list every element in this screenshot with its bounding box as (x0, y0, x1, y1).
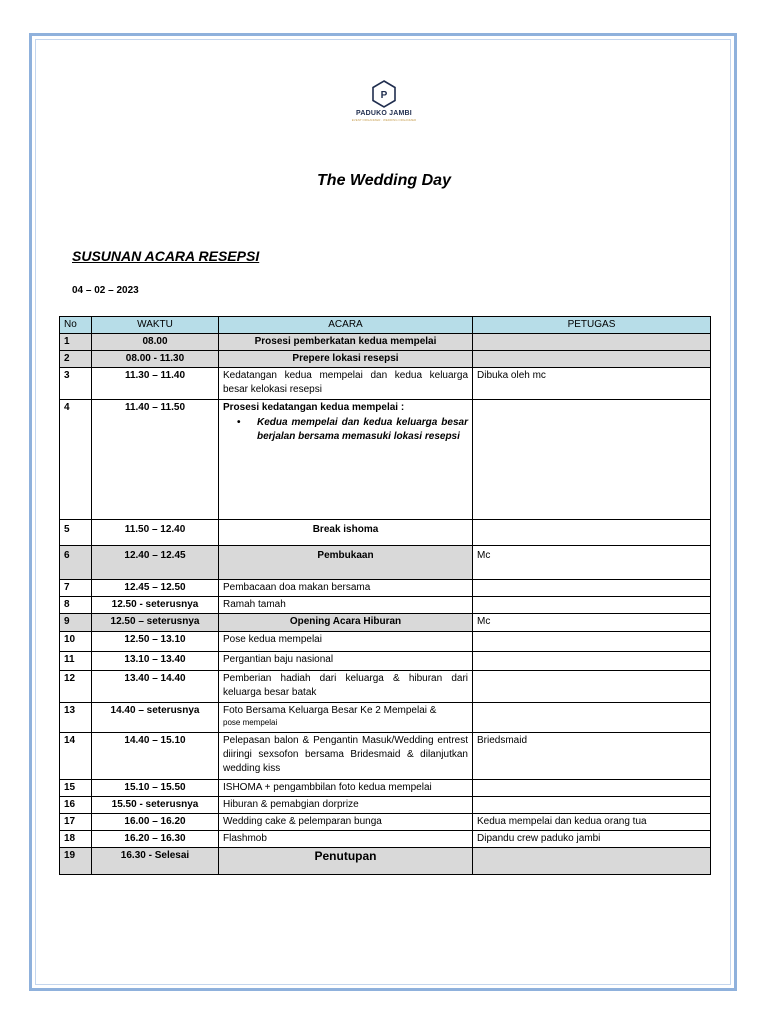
row-pet (473, 780, 711, 797)
row-act: Hiburan & pemabgian dorprize (219, 797, 473, 814)
table-header-row (60, 317, 711, 334)
row-time: 08.00 - 11.30 (92, 351, 219, 368)
header-pet: PETUGAS (473, 317, 711, 334)
row-act: Ramah tamah (219, 597, 473, 614)
row-no: 13 (60, 703, 92, 733)
logo-letter: P (380, 90, 388, 101)
row-act: Pergantian baju nasional (219, 652, 473, 671)
row-pet: Dipandu crew paduko jambi (473, 831, 711, 848)
row-time: 14.40 – 15.10 (92, 733, 219, 780)
row-pet (473, 848, 711, 875)
table-row (60, 368, 711, 400)
row-act: Opening Acara Hiburan (219, 614, 473, 632)
row-act: Break ishoma (219, 520, 473, 546)
row-time: 12.40 – 12.45 (92, 546, 219, 580)
row-act: Prepere lokasi resepsi (219, 351, 473, 368)
row-no: 10 (60, 632, 92, 652)
row-time: 12.50 – 13.10 (92, 632, 219, 652)
table-row (60, 632, 711, 652)
row-act: Prosesi pemberkatan kedua mempelai (219, 334, 473, 351)
document-title: The Wedding Day (317, 172, 451, 189)
row-time: 11.50 – 12.40 (92, 520, 219, 546)
table-row (60, 780, 711, 797)
row-no: 18 (60, 831, 92, 848)
row-no: 15 (60, 780, 92, 797)
row-act: Foto Bersama Keluarga Besar Ke 2 Mempelai & (223, 705, 437, 716)
row-no: 8 (60, 597, 92, 614)
row-no: 11 (60, 652, 92, 671)
row-no: 9 (60, 614, 92, 632)
table-row (60, 814, 711, 831)
row-pet (473, 652, 711, 671)
row-act: Pembacaan doa makan bersama (219, 580, 473, 597)
row-time: 16.00 – 16.20 (92, 814, 219, 831)
row-time: 12.50 – seterusnya (92, 614, 219, 632)
table-row (60, 580, 711, 597)
row-act: Penutupan (219, 848, 473, 875)
table-row (60, 400, 711, 520)
row-time: 16.30 - Selesai (92, 848, 219, 875)
table-row (60, 703, 711, 733)
table-row (60, 797, 711, 814)
row-pet (473, 797, 711, 814)
row-time: 08.00 (92, 334, 219, 351)
row-act-cell (219, 703, 473, 733)
row-pet: Mc (473, 546, 711, 580)
row-time: 15.50 - seterusnya (92, 797, 219, 814)
row-pet (473, 632, 711, 652)
table-row (60, 597, 711, 614)
table-row (60, 652, 711, 671)
bullet-dot-icon: • (237, 417, 241, 428)
table-row (60, 546, 711, 580)
row-no: 6 (60, 546, 92, 580)
event-date: 04 – 02 – 2023 (72, 285, 139, 296)
row-time: 11.40 – 11.50 (92, 400, 219, 520)
row-pet: Briedsmaid (473, 733, 711, 780)
row-no: 19 (60, 848, 92, 875)
row-time: 12.45 – 12.50 (92, 580, 219, 597)
row-pet: Mc (473, 614, 711, 632)
logo-tagline: EVENT ORGANIZER · WEDDING ORGANIZER (351, 118, 417, 122)
row-act: Prosesi kedatangan kedua mempelai : (223, 402, 405, 413)
row-act-cell (219, 400, 473, 520)
row-time: 16.20 – 16.30 (92, 831, 219, 848)
bullet-item (223, 416, 468, 444)
table-row (60, 351, 711, 368)
row-pet (473, 580, 711, 597)
table-row (60, 614, 711, 632)
bullet-text: Kedua mempelai dan kedua keluarga besar berjalan bersama memasuki lokasi resepsi (257, 417, 468, 442)
row-time: 12.50 - seterusnya (92, 597, 219, 614)
row-time: 11.30 – 11.40 (92, 368, 219, 400)
row-time: 14.40 – seterusnya (92, 703, 219, 733)
row-no: 2 (60, 351, 92, 368)
row-no: 5 (60, 520, 92, 546)
row-act: Kedatangan kedua mempelai dan kedua keluarga besar kelokasi resepsi (219, 368, 473, 400)
row-pet (473, 671, 711, 703)
row-no: 3 (60, 368, 92, 400)
row-act-note: pose mempelai (223, 718, 278, 727)
row-act: Wedding cake & pelemparan bunga (219, 814, 473, 831)
hexagon-logo-icon (371, 80, 397, 108)
header-act: ACARA (219, 317, 473, 334)
row-pet: Kedua mempelai dan kedua orang tua (473, 814, 711, 831)
row-pet (473, 703, 711, 733)
company-logo (340, 80, 428, 122)
row-time: 13.10 – 13.40 (92, 652, 219, 671)
section-title: SUSUNAN ACARA RESEPSI (72, 248, 260, 264)
table-row (60, 848, 711, 875)
row-act: Pemberian hadiah dari keluarga & hiburan dari keluarga besar batak (219, 671, 473, 703)
row-act: ISHOMA + pengambbilan foto kedua mempelai (219, 780, 473, 797)
row-pet (473, 400, 711, 520)
row-pet (473, 351, 711, 368)
row-no: 1 (60, 334, 92, 351)
row-act: Pelepasan balon & Pengantin Masuk/Wedding entrest diiringi sexsofon bersama Bridesmaid & dilanjutkan wedding kiss (219, 733, 473, 780)
row-time: 15.10 – 15.50 (92, 780, 219, 797)
table-row (60, 733, 711, 780)
row-pet: Dibuka oleh mc (473, 368, 711, 400)
header-no: No (60, 317, 92, 334)
row-no: 7 (60, 580, 92, 597)
row-time: 13.40 – 14.40 (92, 671, 219, 703)
row-act: Pose kedua mempelai (219, 632, 473, 652)
row-pet (473, 597, 711, 614)
row-no: 16 (60, 797, 92, 814)
row-pet (473, 334, 711, 351)
schedule-table (59, 316, 711, 875)
table-row (60, 520, 711, 546)
row-no: 17 (60, 814, 92, 831)
table-row (60, 334, 711, 351)
row-no: 14 (60, 733, 92, 780)
row-no: 12 (60, 671, 92, 703)
row-no: 4 (60, 400, 92, 520)
table-row (60, 831, 711, 848)
row-pet (473, 520, 711, 546)
row-act: Pembukaan (219, 546, 473, 580)
table-row (60, 671, 711, 703)
logo-name: PADUKO JAMBI (356, 110, 412, 117)
row-act: Flashmob (219, 831, 473, 848)
header-time: WAKTU (92, 317, 219, 334)
